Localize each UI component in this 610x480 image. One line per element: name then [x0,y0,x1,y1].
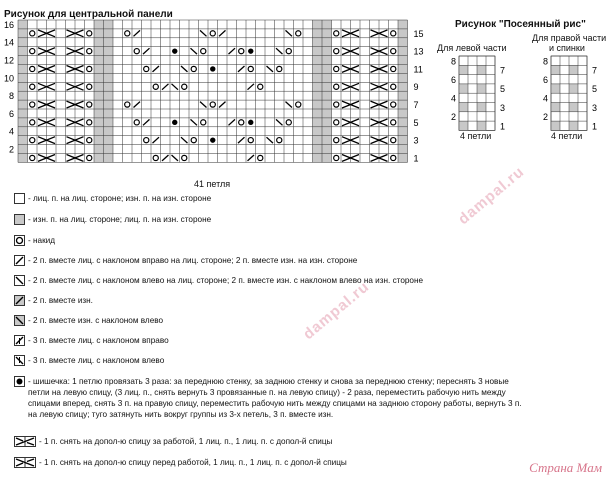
seed-left-label: Для левой части [437,43,507,53]
legend-item [14,275,423,286]
bobble-mark [172,48,177,53]
legend-text: - изн. п. на лиц. стороне; лиц. п. на изн. стороне [28,215,212,224]
row-label-odd: 15 [413,28,424,39]
row-label-even: 10 [3,73,14,84]
legend-text: - 2 п. вместе лиц. с наклоном влево на лиц. стороне; 2 п. вместе изн. с наклоном влево на изн. стороне [28,276,424,285]
main-chart-title: Рисунок для центральной панели [4,9,173,20]
legend-text: - 1 п. снять на допол-ю спицу перед работой, 1 лиц. п., 1 лиц. п. с допол-й спицы [39,458,347,467]
row-label-even: 2 [450,112,456,123]
row-label-even: 8 [450,56,456,67]
legend-item [14,436,332,447]
purl-stitch-icon [14,214,25,225]
p2tog-left-icon [14,315,25,326]
purl-cell [569,103,578,112]
legend-item [14,457,347,468]
legend-item [14,376,528,420]
row-label-even: 4 [450,93,456,104]
legend-text: - 3 п. вместе лиц. с наклоном влево [28,356,165,365]
bobble-mark [210,66,215,71]
row-label-odd: 5 [500,84,506,95]
k2tog-right-icon [14,255,25,266]
seed-left-stitch-count: 4 петли [460,131,492,141]
legend-text: - 2 п. вместе изн. с наклоном влево [28,316,164,325]
bobble-mark [210,137,215,142]
site-logo: Страна Мам [529,460,602,475]
legend-item [14,355,164,366]
row-label-even: 6 [450,74,456,85]
row-label-odd: 5 [592,84,598,95]
row-label-even: 8 [8,91,14,102]
seed-right-stitch-count: 4 петли [551,131,583,141]
k3tog-right-icon [14,335,25,346]
purl-cell [477,65,486,74]
purl-cell [551,65,560,74]
purl-cell [459,121,468,130]
legend-text: - 2 п. вместе изн. [28,296,93,305]
row-label-odd: 3 [592,102,598,113]
purl-cell [459,84,468,93]
row-label-odd: 1 [413,153,419,164]
row-label-even: 12 [3,55,14,66]
row-label-odd: 1 [592,121,598,132]
row-label-even: 2 [8,144,14,155]
row-label-even: 16 [3,19,14,30]
purl-cell [551,121,560,130]
legend-text: - накид [28,236,56,245]
bobble-mark [248,120,253,125]
legend-text: - лиц. п. на лиц. стороне; изн. п. на изн. стороне [28,194,212,203]
legend-item [14,315,163,326]
legend-text: - шишечка: 1 петлю провязать 3 раза: за переднюю стенку, за заднюю стенку и снова за переднюю стенку; переснять 3 новые петли на левую спицу, (3 лиц. п., снять вернуть 3 провязанные п. на левую спицу) - 2 раза, переместить рабочую нить между спицами вперед, снять 3 п. на правую спицу, переместить рабочую нить между спицами на заднюю сторону работы, вернуть 3 п. на левую спицу; туго затянуть нить вокруг группы из 3-х петель, 3 п. вместе изн. [28,377,522,419]
seed-chart-title: Рисунок "Посеянный рис" [455,19,586,30]
purl-cell [551,84,560,93]
purl-cell [477,84,486,93]
row-label-even: 6 [542,74,548,85]
row-label-odd: 7 [592,65,598,76]
purl-cell [569,65,578,74]
row-label-even: 8 [542,56,548,67]
row-label-even: 4 [8,126,14,137]
legend-text: - 1 п. снять на допол-ю спицу за работой, 1 лиц. п., 1 лиц. п. с допол-й спицы [39,437,333,446]
row-label-even: 6 [8,108,14,119]
legend-item [14,193,211,204]
legend-item [14,214,211,225]
row-label-odd: 13 [413,46,424,57]
purl-cell [459,65,468,74]
legend-item [14,295,93,306]
legend-item [14,235,55,246]
watermark: dampal.ru [455,163,528,229]
legend-text: - 2 п. вместе лиц. с наклоном вправо на лиц. стороне; 2 п. вместе изн. на изн. стороне [28,256,358,265]
row-label-odd: 1 [500,121,506,132]
k2tog-left-icon [14,275,25,286]
seed-right-label-1: Для правой части [532,33,607,43]
yarn-over-icon [14,235,25,246]
watermark: dampal.ru [300,278,373,344]
legend-item [14,255,357,266]
row-label-odd: 5 [413,117,419,128]
row-label-even: 4 [542,93,548,104]
row-label-odd: 7 [500,65,506,76]
row-label-even: 14 [3,37,14,48]
purl-cell [551,103,560,112]
bobble-mark [172,120,177,125]
main-chart [0,18,425,180]
row-label-odd: 3 [413,135,419,146]
p2tog-icon [14,295,25,306]
legend-item [14,335,169,346]
main-stitch-count: 41 петля [194,179,231,189]
purl-cell [459,103,468,112]
row-label-odd: 7 [413,100,419,110]
bobble-mark [248,48,253,53]
bobble-icon [14,376,25,387]
row-label-odd: 11 [413,64,423,75]
row-label-odd: 3 [500,102,506,113]
k3tog-left-icon [14,355,25,366]
seed-right-label-2: и спинки [549,43,585,53]
knit-stitch-icon [14,193,25,204]
purl-cell [477,121,486,130]
row-label-even: 2 [542,112,548,123]
purl-cell [569,84,578,93]
cable-back-icon [14,436,36,447]
row-label-odd: 9 [413,82,419,93]
cable-front-icon [14,457,36,468]
purl-cell [477,103,486,112]
legend-text: - 3 п. вместе лиц. с наклоном вправо [28,336,169,345]
purl-cell [569,121,578,130]
